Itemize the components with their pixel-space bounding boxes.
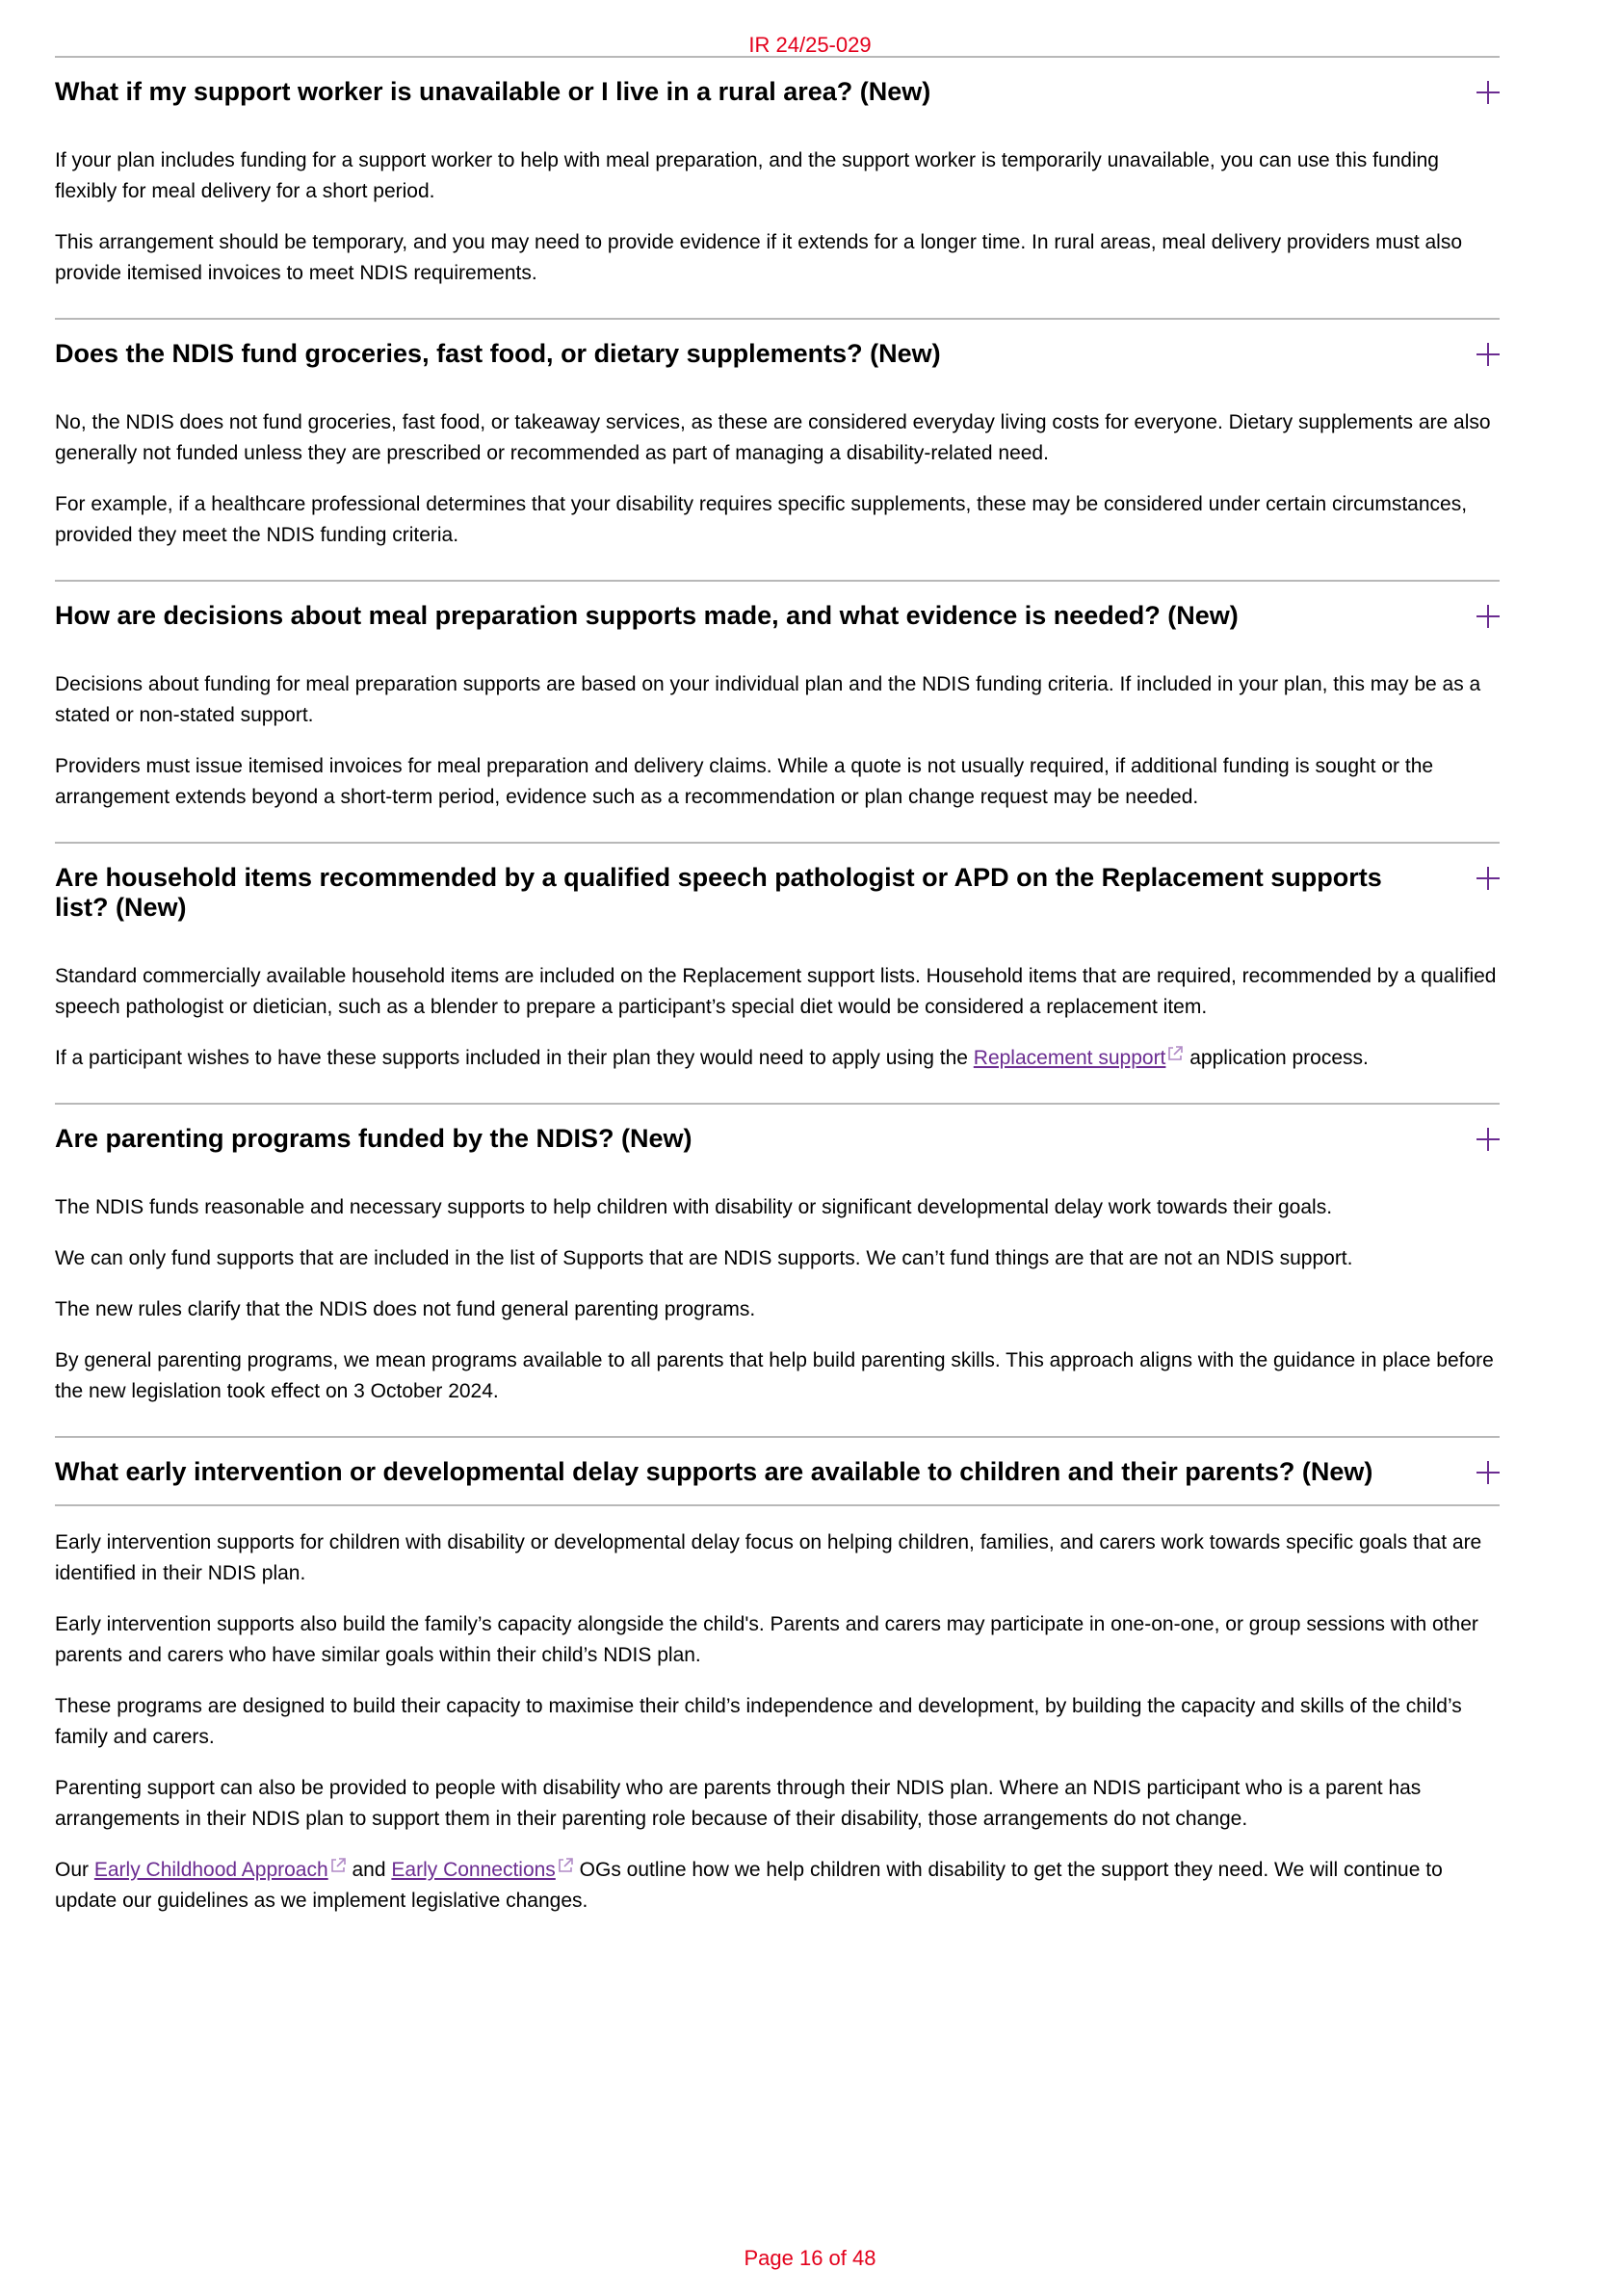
answer-paragraph: The NDIS funds reasonable and necessary supports to help children with disability or significant developmental delay work towards their goals.: [55, 1196, 1333, 1218]
external-link-icon: [329, 1857, 347, 1874]
faq-question: What if my support worker is unavailable or I live in a rural area? (New): [55, 77, 931, 106]
plus-icon[interactable]: [1476, 343, 1500, 366]
answer-paragraph: Parenting support can also be provided to people with disability who are parents through their NDIS plan. Where an NDIS participant who is a parent has arrangements in their NDIS plan to support them in their parenting role because of their disability, those arrangements do not change.: [55, 1777, 1422, 1830]
document-reference: IR 24/25-029: [748, 33, 872, 57]
answer-paragraph-with-links: [55, 1855, 1500, 1917]
faq-item-support-worker-unavailable: [55, 56, 1500, 318]
early-connections-link[interactable]: Early Connections: [391, 1859, 556, 1881]
answer-paragraph: If your plan includes funding for a support worker to help with meal preparation, and the support worker is temporarily unavailable, you can use this funding flexibly for meal delivery for a short period.: [55, 149, 1439, 202]
answer-paragraph: Standard commercially available household items are included on the Replacement support lists. Household items that are required, recommended by a qualified speech pathologist or dietician, such as a blender to prepare a participant’s special diet would be considered a replacement item.: [55, 965, 1497, 1018]
plus-icon[interactable]: [1476, 81, 1500, 104]
page-number: Page 16 of 48: [744, 2246, 876, 2270]
accordion-header[interactable]: [55, 1438, 1500, 1506]
plus-icon[interactable]: [1476, 1461, 1500, 1484]
answer-paragraph: Early intervention supports for children with disability or developmental delay focus on helping children, families, and carers work towards specific goals that are identified in their NDIS plan.: [55, 1531, 1482, 1584]
faq-question: What early intervention or developmental delay supports are available to children and their parents? (New): [55, 1457, 1373, 1486]
faq-answer: [55, 1171, 1500, 1436]
accordion-header[interactable]: [55, 58, 1500, 124]
answer-paragraph: These programs are designed to build their capacity to maximise their child’s independence and development, by building the capacity and skills of the child’s family and carers.: [55, 1695, 1462, 1748]
accordion-header[interactable]: [55, 320, 1500, 386]
text-segment: If a participant wishes to have these supports included in their plan they would need to apply using the: [55, 1047, 974, 1069]
faq-question: Are parenting programs funded by the NDIS? (New): [55, 1124, 692, 1153]
text-segment: Our: [55, 1859, 94, 1881]
text-segment: and: [346, 1859, 392, 1881]
text-segment: OGs outline how we help children with disability to get the support they need. We will continue to update our guidelines as we implement legislative changes.: [55, 1859, 1443, 1912]
faq-item-parenting-programs: [55, 1103, 1500, 1436]
accordion-header[interactable]: [55, 844, 1500, 940]
plus-icon[interactable]: [1476, 605, 1500, 628]
faq-item-household-items: [55, 842, 1500, 1103]
faq-answer: [55, 648, 1500, 842]
replacement-support-link[interactable]: Replacement support: [973, 1047, 1166, 1069]
faq-question: Does the NDIS fund groceries, fast food, or dietary supplements? (New): [55, 339, 941, 368]
answer-paragraph: No, the NDIS does not fund groceries, fast food, or takeaway services, as these are considered everyday living costs for everyone. Dietary supplements are also generally not funded unless they are prescribed or recommended as part of managing a disability-related need.: [55, 411, 1491, 464]
external-link-icon: [557, 1857, 574, 1874]
faq-item-meal-preparation-decisions: [55, 580, 1500, 842]
faq-item-early-intervention: [55, 1436, 1500, 1945]
faq-answer: [55, 940, 1500, 1103]
answer-paragraph: Providers must issue itemised invoices for meal preparation and delivery claims. While a quote is not usually required, if additional funding is sought or the arrangement extends beyond a short-term period, evidence such as a recommendation or plan change request may be needed.: [55, 755, 1434, 808]
answer-paragraph: Early intervention supports also build the family’s capacity alongside the child's. Parents and carers may participate in one-on-one, or group sessions with other parents and carers who have similar goals within their child’s NDIS plan.: [55, 1613, 1478, 1666]
plus-icon[interactable]: [1476, 1128, 1500, 1151]
plus-icon[interactable]: [1476, 867, 1500, 890]
faq-item-groceries-fast-food: [55, 318, 1500, 580]
answer-paragraph: The new rules clarify that the NDIS does not fund general parenting programs.: [55, 1298, 756, 1320]
faq-question: How are decisions about meal preparation supports made, and what evidence is needed? (New): [55, 601, 1239, 630]
answer-paragraph: For example, if a healthcare professional determines that your disability requires specific supplements, these may be considered under certain circumstances, provided they meet the NDIS funding criteria.: [55, 493, 1468, 546]
accordion-header[interactable]: [55, 1105, 1500, 1171]
answer-paragraph: Decisions about funding for meal preparation supports are based on your individual plan and the NDIS funding criteria. If included in your plan, this may be as a stated or non-stated support.: [55, 673, 1481, 726]
answer-paragraph-with-link: [55, 1043, 1500, 1074]
faq-question: Are household items recommended by a qualified speech pathologist or APD on the Replacement supports list? (New): [55, 863, 1382, 922]
text-segment: application process.: [1184, 1047, 1369, 1069]
external-link-icon: [1166, 1045, 1184, 1062]
faq-answer: [55, 1506, 1500, 1945]
answer-paragraph: This arrangement should be temporary, and you may need to provide evidence if it extends for a longer time. In rural areas, meal delivery providers must also provide itemised invoices to meet NDIS requirements.: [55, 231, 1463, 284]
faq-answer: [55, 124, 1500, 318]
answer-paragraph: We can only fund supports that are included in the list of Supports that are NDIS supports. We can’t fund things are that are not an NDIS support.: [55, 1247, 1353, 1269]
faq-accordion: [55, 56, 1500, 1945]
answer-paragraph: By general parenting programs, we mean programs available to all parents that help build parenting skills. This approach aligns with the guidance in place before the new legislation took effect on 3 October 2024.: [55, 1349, 1494, 1402]
faq-answer: [55, 386, 1500, 580]
early-childhood-approach-link[interactable]: Early Childhood Approach: [93, 1859, 328, 1881]
accordion-header[interactable]: [55, 582, 1500, 648]
